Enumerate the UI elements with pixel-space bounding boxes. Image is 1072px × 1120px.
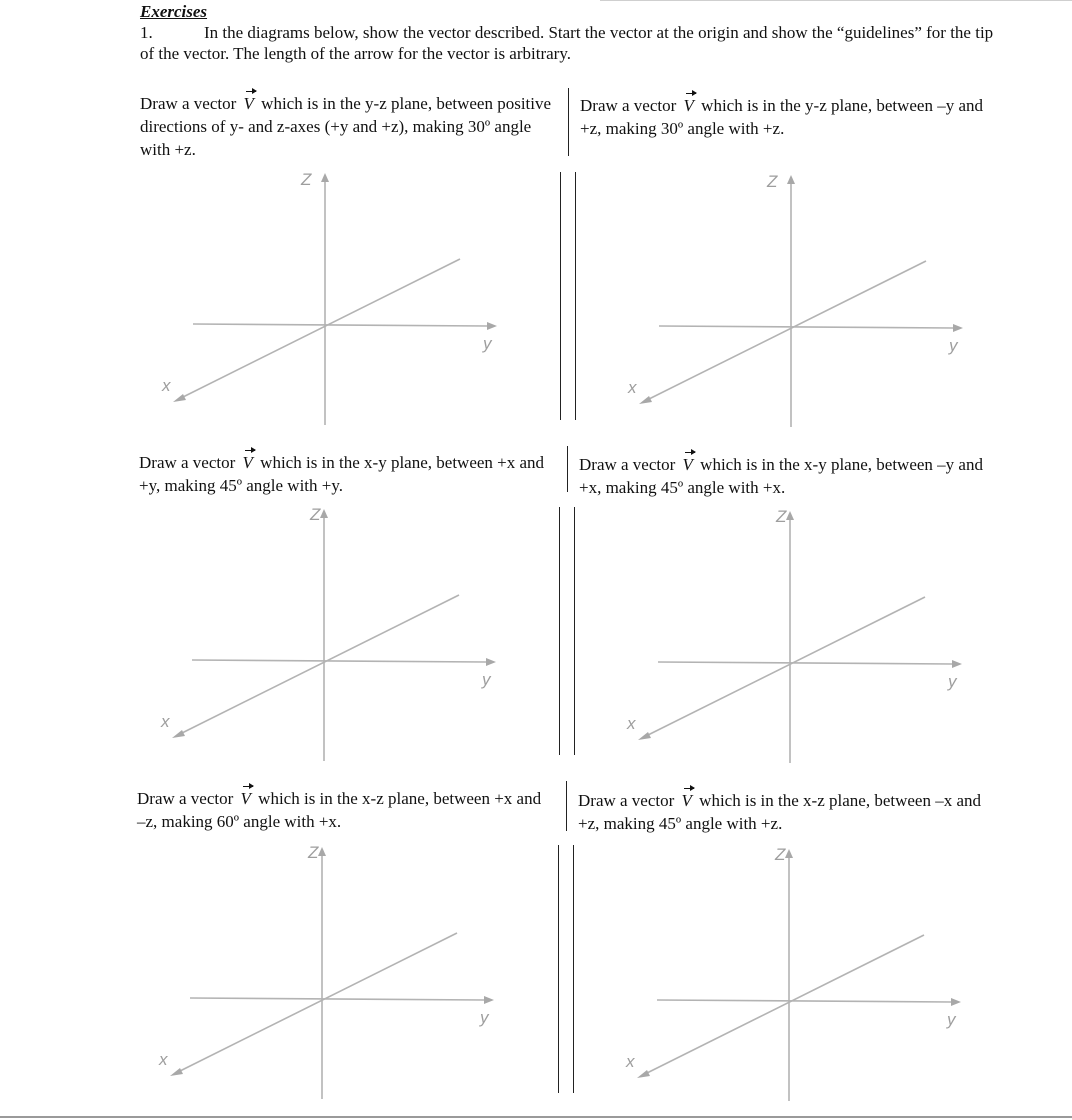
exercise-number: 1.	[140, 23, 153, 42]
y-axis-label: y	[483, 334, 492, 353]
axes-diagram-5	[159, 843, 512, 1104]
prompt-text: which is in the y-z plane, between –y and +z, making 30º angle with +z.	[580, 96, 983, 138]
z-axis-arrowhead	[320, 509, 328, 518]
axes-diagram-1	[162, 170, 515, 430]
x-axis-arrowhead	[173, 394, 186, 402]
prompt-5	[137, 787, 552, 833]
vector-v-symbol: V	[243, 94, 254, 113]
exercises-heading: Exercises	[140, 2, 208, 21]
y-axis-arrowhead	[487, 322, 497, 330]
vector-v-symbol: V	[682, 455, 693, 474]
z-axis-label: Z	[776, 507, 787, 526]
y-axis-label: y	[948, 672, 957, 691]
y-axis	[659, 326, 953, 328]
z-axis-arrowhead	[321, 173, 329, 182]
prompt-text: which is in the x-z plane, between –x and +z, making 45º angle with +z.	[578, 791, 981, 833]
vector-v-symbol: V	[683, 96, 694, 115]
y-axis-arrowhead	[952, 660, 962, 668]
y-axis	[192, 660, 486, 662]
prompt-3	[139, 451, 554, 497]
y-axis	[657, 1000, 951, 1002]
diagram-divider-left	[559, 507, 560, 755]
z-axis-label: Z	[308, 843, 319, 862]
exercise-intro	[140, 22, 1000, 64]
x-axis-label: x	[628, 378, 637, 397]
diagram-divider-right	[573, 845, 574, 1093]
x-axis-label: x	[162, 376, 171, 395]
z-axis-label: Z	[301, 170, 312, 189]
z-axis-label: Z	[767, 172, 778, 191]
prompt-1	[140, 92, 555, 161]
prompt-text: which is in the x-y plane, between +x and +y, making 45º angle with +y.	[139, 453, 545, 495]
diagonal-axis	[643, 261, 926, 402]
x-axis-arrowhead	[637, 1070, 650, 1078]
diagram-divider-right	[575, 172, 576, 420]
x-axis-label: x	[161, 712, 170, 731]
diagram-divider-left	[560, 172, 561, 420]
exercise-instructions: In the diagrams below, show the vector described. Start the vector at the origin and show the “guidelines” for the tip of the vector. The length of the arrow for the vector is arbitrary.	[140, 23, 994, 63]
x-axis-label: x	[159, 1050, 168, 1069]
prompt-text: which is in the x-y plane, between –y and +x, making 45º angle with +x.	[579, 455, 983, 497]
diagram-divider-left	[558, 845, 559, 1093]
z-axis-arrowhead	[787, 175, 795, 184]
diagonal-axis	[174, 933, 457, 1074]
z-axis-label: Z	[775, 845, 786, 864]
diagonal-axis	[177, 259, 460, 400]
axes-diagram-6	[626, 845, 979, 1106]
y-axis-label: y	[480, 1008, 489, 1027]
x-axis-arrowhead	[639, 396, 652, 404]
vector-v-symbol: V	[242, 453, 253, 472]
y-axis	[190, 998, 484, 1000]
diagram-divider-right	[574, 507, 575, 755]
x-axis-arrowhead	[638, 732, 651, 740]
prompt-lead: Draw a vector	[580, 96, 677, 115]
y-axis	[658, 662, 952, 664]
y-axis-arrowhead	[486, 658, 496, 666]
z-axis-label: Z	[310, 505, 321, 524]
y-axis-label: y	[949, 336, 958, 355]
prompt-lead: Draw a vector	[579, 455, 676, 474]
y-axis-arrowhead	[953, 324, 963, 332]
diagonal-axis	[642, 597, 925, 738]
z-axis-arrowhead	[786, 511, 794, 520]
diagonal-axis	[641, 935, 924, 1076]
prompt-text: which is in the x-z plane, between +x and –z, making 60º angle with +x.	[137, 789, 542, 831]
x-axis-label: x	[627, 714, 636, 733]
prompt-2	[580, 94, 990, 140]
x-axis-arrowhead	[170, 1068, 183, 1076]
axes-diagram-2	[628, 172, 981, 432]
x-axis-label: x	[626, 1052, 635, 1071]
y-axis-arrowhead	[951, 998, 961, 1006]
z-axis-arrowhead	[785, 849, 793, 858]
y-axis-label: y	[482, 670, 491, 689]
prompt-divider	[566, 781, 567, 831]
prompt-lead: Draw a vector	[140, 94, 237, 113]
prompt-divider	[568, 88, 569, 156]
axes-diagram-3	[161, 505, 514, 766]
page-top-border	[600, 0, 1072, 1]
y-axis-arrowhead	[484, 996, 494, 1004]
vector-v-symbol: V	[240, 789, 251, 808]
y-axis-label: y	[947, 1010, 956, 1029]
diagonal-axis	[176, 595, 459, 736]
prompt-text: which is in the y-z plane, between positive directions of y- and z-axes (+y and +z), making 30º angle with +z.	[140, 94, 552, 159]
y-axis	[193, 324, 487, 326]
x-axis-arrowhead	[172, 730, 185, 738]
vector-v-symbol: V	[681, 791, 692, 810]
prompt-lead: Draw a vector	[578, 791, 675, 810]
prompt-6	[578, 789, 988, 835]
prompt-4	[579, 453, 989, 499]
prompt-lead: Draw a vector	[139, 453, 236, 472]
z-axis-arrowhead	[318, 847, 326, 856]
prompt-lead: Draw a vector	[137, 789, 234, 808]
axes-diagram-4	[627, 507, 980, 768]
page-bottom-border	[0, 1116, 1072, 1118]
prompt-divider	[567, 446, 568, 492]
